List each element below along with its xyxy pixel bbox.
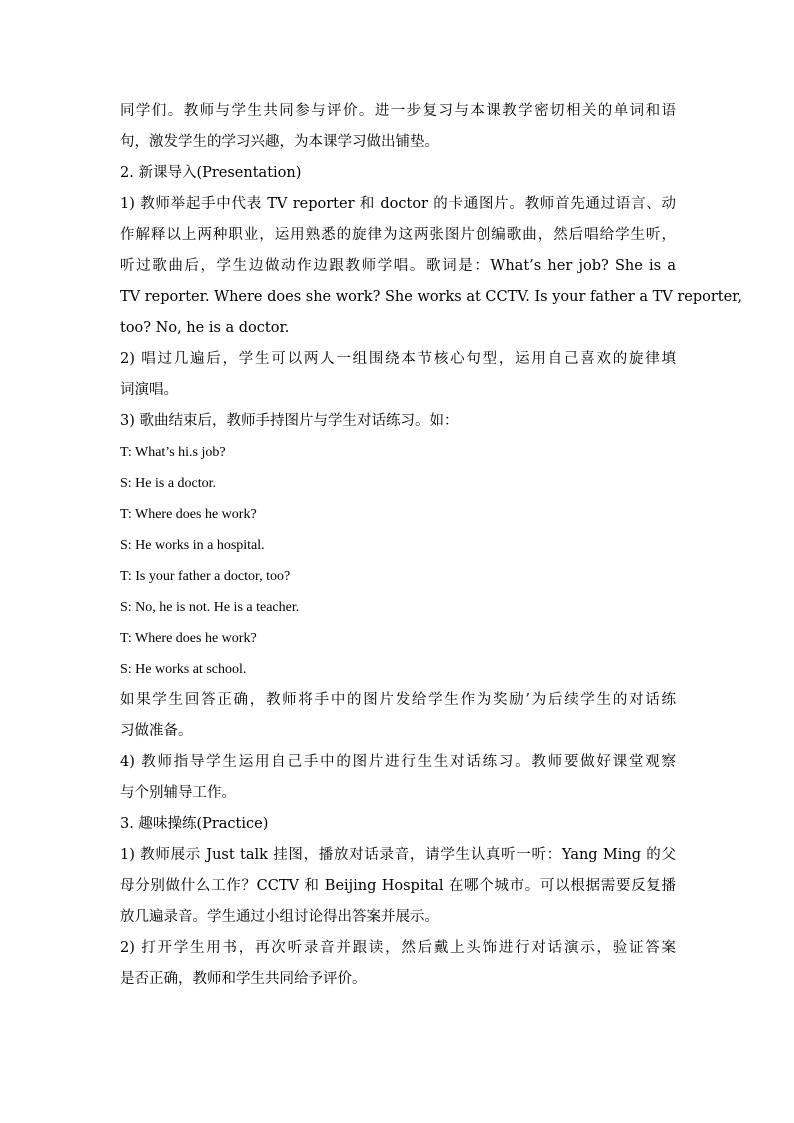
paragraph-line: 与个别辅导工作。 [120,785,236,801]
paragraph-line: too? No, he is a doctor. [120,320,290,336]
dialog-line: T: Is your father a doctor, too? [120,569,291,584]
paragraph-line: 2) 唱过几遍后，学生可以两人一组围绕本节核心句型，运用自己喜欢的旋律填 [120,351,676,367]
paragraph-line: 3) 歌曲结束后，教师手持图片与学生对话练习。如： [120,413,459,429]
paragraph-line: 放几遍录音。学生通过小组讨论得出答案并展示。 [120,909,439,925]
paragraph-line: 如果学生回答正确，教师将手中的图片发给学生作为奖励’为后续学生的对话练 [120,692,676,708]
dialog-line: T: Where does he work? [120,507,257,522]
section-heading-presentation: 2. 新课导入(Presentation) [120,165,302,181]
paragraph-line: 母分别做什么工作？CCTV 和 Beijing Hospital 在哪个城市。可以根据需要反复播 [120,878,676,894]
dialog-line: S: No, he is not. He is a teacher. [120,600,300,615]
paragraph-line: 1) 教师举起手中代表 TV reporter 和 doctor 的卡通图片。教师首先通过语言、动 [120,196,676,212]
dialog-line: S: He works at school. [120,662,247,677]
paragraph-line: TV reporter. Where does she work? She works at CCTV. Is your father a TV reporter, [120,289,743,305]
dialog-line: T: Where does he work? [120,631,257,646]
paragraph-line: 听过歌曲后，学生边做动作边跟教师学唱。歌词是：What’s her job? She is a [120,258,676,274]
paragraph-line: 同学们。教师与学生共同参与评价。进一步复习与本课教学密切相关的单词和语 [120,103,676,119]
paragraph-line: 习做准备。 [120,723,193,739]
paragraph-line: 2) 打开学生用书，再次听录音并跟读，然后戴上头饰进行对话演示，验证答案 [120,940,676,956]
paragraph-line: 词演唱。 [120,382,178,398]
paragraph-line: 句，激发学生的学习兴趣，为本课学习做出铺垫。 [120,134,439,150]
dialog-line: S: He is a doctor. [120,476,217,491]
section-heading-practice: 3. 趣味操练(Practice) [120,816,269,832]
paragraph-line: 是否正确，教师和学生共同给予评价。 [120,971,367,987]
paragraph-line: 作解释以上两种职业，运用熟悉的旋律为这两张图片创编歌曲，然后唱给学生听， [120,227,676,243]
dialog-line: S: He works in a hospital. [120,538,265,553]
paragraph-line: 1) 教师展示 Just talk 挂图，播放对话录音，请学生认真听一听：Yang Ming 的父 [120,847,676,863]
document-page [120,96,743,995]
paragraph-line: 4) 教师指导学生运用自己手中的图片进行生生对话练习。教师要做好课堂观察 [120,754,676,770]
dialog-line: T: What’s hi.s job? [120,445,226,460]
